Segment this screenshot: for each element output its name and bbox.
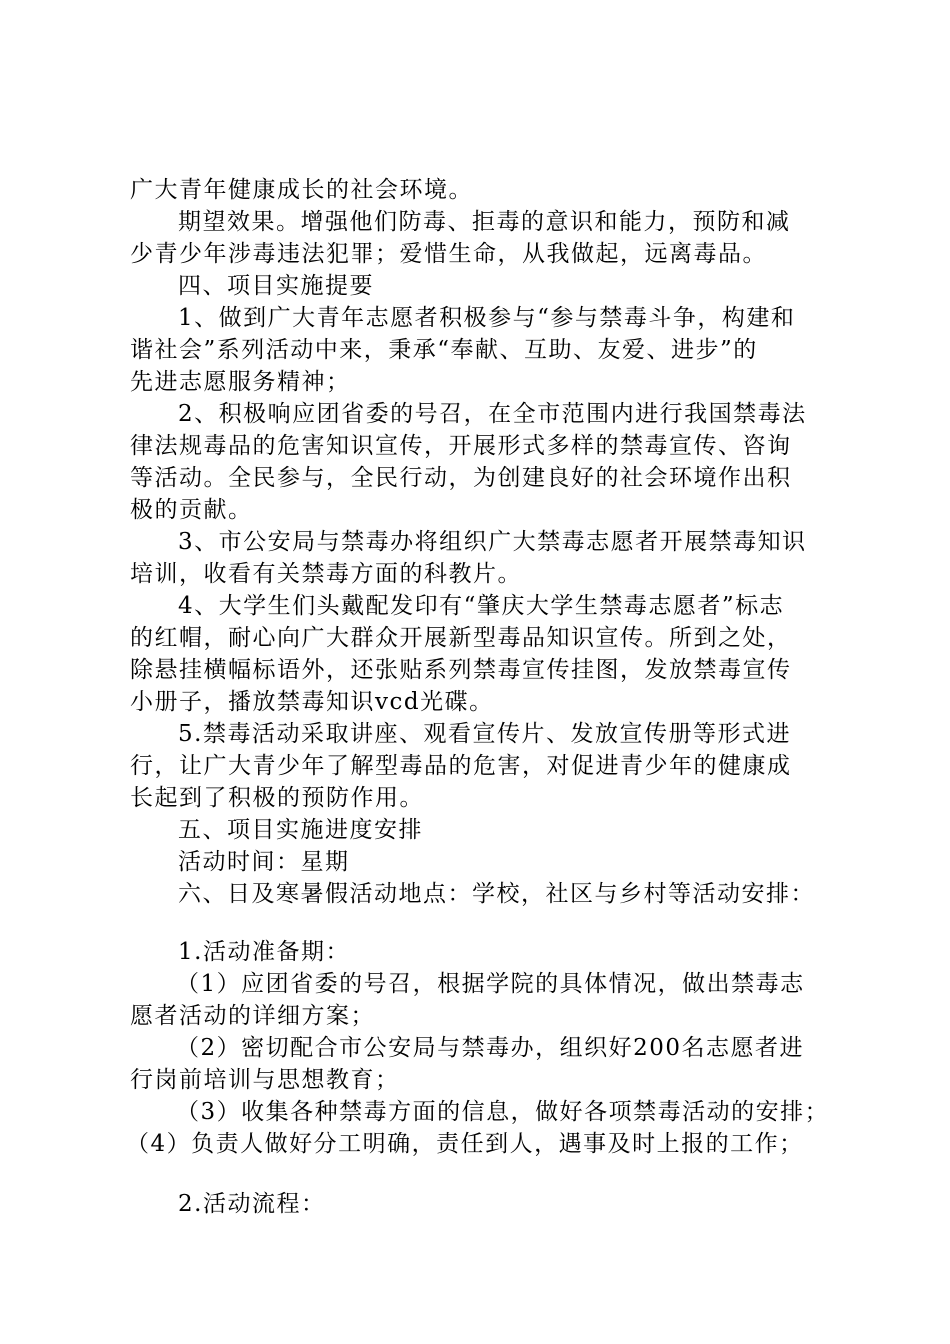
subsection-heading: 1.活动准备期： [178, 939, 350, 965]
text-line: 培训，收看有关禁毒方面的科教片。 [130, 561, 522, 587]
text-line: （1）应团省委的号召，根据学院的具体情况，做出禁毒志 [176, 971, 805, 997]
text-line: 先进志愿服务精神； [130, 369, 351, 395]
text-line: 期望效果。增强他们防毒、拒毒的意识和能力，预防和减 [178, 209, 791, 235]
text-line: （4）负责人做好分工明确，责任到人，遇事及时上报的工作； [126, 1131, 804, 1157]
section-heading: 四、项目实施提要 [178, 273, 374, 299]
text-line: 等活动。全民参与，全民行动，为创建良好的社会环境作出积 [130, 465, 792, 491]
text-line: 谐社会”系列活动中来，秉承“奉献、互助、友爱、进步”的 [130, 337, 758, 363]
text-line: （3）收集各种禁毒方面的信息，做好各项禁毒活动的安排； [176, 1099, 830, 1125]
text-line: 长起到了积极的预防作用。 [130, 785, 424, 811]
text-line: 行岗前培训与思想教育； [130, 1067, 400, 1093]
text-line: 的红帽，耐心向广大群众开展新型毒品知识宣传。所到之处， [130, 625, 792, 651]
text-line: 4、大学生们头戴配发印有“肇庆大学生禁毒志愿者”标志 [178, 593, 785, 619]
text-line: 少青少年涉毒违法犯罪；爱惜生命，从我做起，远离毒品。 [130, 241, 767, 267]
subsection-heading: 2.活动流程： [178, 1191, 326, 1217]
text-line: 行，让广大青少年了解型毒品的危害，对促进青少年的健康成 [130, 753, 792, 779]
text-line: 小册子，播放禁毒知识vcd光碟。 [130, 689, 494, 715]
text-line: 3、市公安局与禁毒办将组织广大禁毒志愿者开展禁毒知识 [178, 529, 807, 555]
text-line: 愿者活动的详细方案； [130, 1003, 375, 1029]
text-line: 广大青年健康成长的社会环境。 [130, 177, 473, 203]
text-line: 极的贡献。 [130, 497, 253, 523]
section-heading: 五、项目实施进度安排 [178, 817, 423, 843]
text-line: （2）密切配合市公安局与禁毒办，组织好200名志愿者进 [176, 1035, 805, 1061]
text-line: 律法规毒品的危害知识宣传，开展形式多样的禁毒宣传、咨询 [130, 433, 792, 459]
text-line: 5.禁毒活动采取讲座、观看宣传片、发放宣传册等形式进 [178, 721, 791, 747]
section-heading: 六、日及寒暑假活动地点：学校，社区与乡村等活动安排： [178, 881, 815, 907]
text-line: 2、积极响应团省委的号召，在全市范围内进行我国禁毒法 [178, 401, 807, 427]
text-line: 活动时间：星期 [178, 849, 350, 875]
text-line: 1、做到广大青年志愿者积极参与“参与禁毒斗争，构建和 [178, 305, 796, 331]
text-line: 除悬挂横幅标语外，还张贴系列禁毒宣传挂图，发放禁毒宣传 [130, 657, 792, 683]
